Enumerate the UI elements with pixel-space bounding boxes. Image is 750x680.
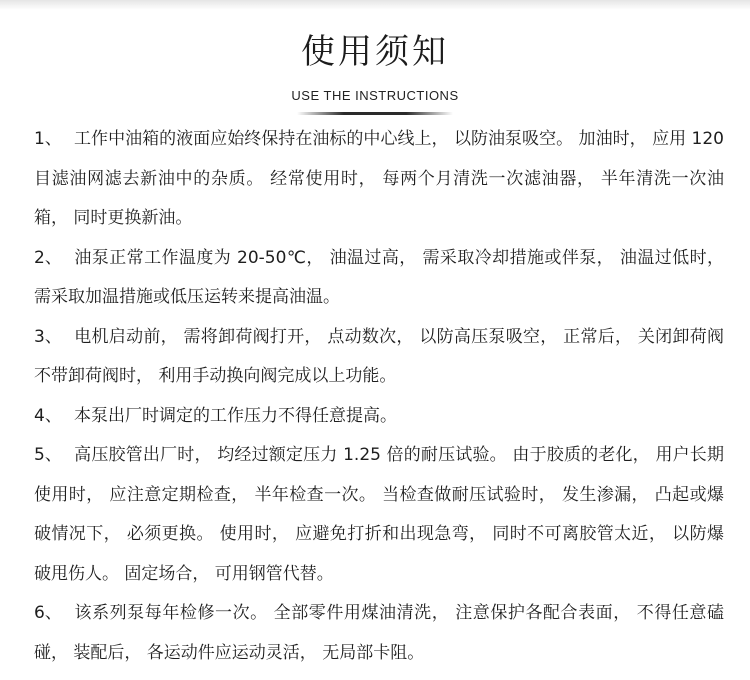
item-number: 5、: [34, 445, 62, 465]
item-number: 2、: [34, 247, 62, 268]
instructions-list: [34, 120, 724, 673]
subtitle-row: [0, 88, 750, 104]
page-subtitle: USE THE INSTRUCTIONS: [291, 88, 459, 103]
instruction-item-2: [34, 239, 724, 318]
item-text: 工作中油箱的液面应始终保持在油标的中心线上， 以防油泵吸空。 加油时， 应用 120 目滤油网滤去新油中的杂质。 经常使用时， 每两个月清洗一次滤油器， 半年清洗一次油箱， 同时更换新油。: [34, 129, 724, 228]
page-title: 使用须知: [301, 32, 449, 72]
item-number: 6、: [34, 603, 62, 623]
item-text: 高压胶管出厂时， 均经过额定压力 1.25 倍的耐压试验。 由于胶质的老化， 用户长期使用时， 应注意定期检查， 半年检查一次。 当检查做耐压试验时， 发生渗漏， 凸起或爆破情况下， 必须更换。 使用时， 应避免打折和出现急弯， 同时不可离胶管太近， 以防爆破甩伤人。 固定场合， 可用钢管代替。: [34, 445, 724, 584]
instruction-item-5: [34, 436, 724, 594]
item-text: 该系列泵每年检修一次。 全部零件用煤油清洗， 注意保护各配合表面， 不得任意磕碰， 装配后， 各运动件应运动灵活， 无局部卡阻。: [34, 603, 724, 663]
instruction-item-6: [34, 594, 724, 673]
item-number: 1、: [34, 129, 62, 149]
underline-row: [0, 112, 750, 115]
item-text: 本泵出厂时调定的工作压力不得任意提高。: [74, 405, 397, 426]
instruction-item-3: [34, 318, 724, 397]
item-number: 4、: [34, 405, 62, 426]
instruction-item-4: [34, 397, 724, 437]
title-underline: [297, 112, 453, 115]
item-text: 电机启动前， 需将卸荷阀打开， 点动数次， 以防高压泵吸空， 正常后， 关闭卸荷阀不带卸荷阀时， 利用手动换向阀完成以上功能。: [34, 326, 724, 386]
instruction-item-1: [34, 120, 724, 239]
item-text: 油泵正常工作温度为 20-50℃， 油温过高， 需采取冷却措施或伴泵， 油温过低时， 需采取加温措施或低压运转来提高油温。: [34, 247, 724, 307]
item-number: 3、: [34, 326, 62, 347]
top-shadow: [0, 0, 750, 10]
header: [0, 30, 750, 115]
